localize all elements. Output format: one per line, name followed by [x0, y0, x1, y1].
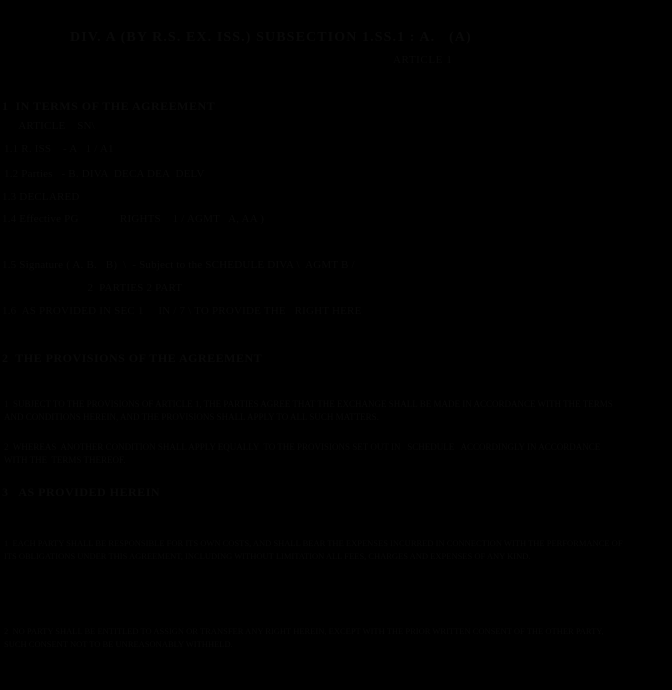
section-heading-obligations: 3 AS PROVIDED HEREIN: [2, 485, 161, 499]
section-heading-terms: 1 IN TERMS OF THE AGREEMENT: [2, 99, 216, 113]
definition-line-issuer: 1.1 R. ISS - A 1 / A1: [4, 143, 114, 155]
parties-line: 2 PARTIES 2 PART: [2, 282, 183, 294]
signature-line: 1.5 Signature ( A. B. B) \ - Subject to the SCHEDULE DIVA \ AGMT B /: [2, 259, 355, 271]
provision-reference-line: 1.6 AS PROVIDED IN SEC 1 IN / 7 \ TO PROVIDE THE RIGHT HERE: [2, 305, 362, 317]
definition-line-effective: 1.4 Effective PG RIGHTS 1 / AGMT A, AA ): [2, 213, 265, 225]
document-title: DIV. A (BY R.S. EX. ISS.) SUBSECTION 1.SS.1 : A. (A): [70, 30, 472, 45]
section-heading-provisions: 2 THE PROVISIONS OF THE AGREEMENT: [2, 351, 263, 365]
provisions-item-1: 1 SUBJECT TO THE PROVISIONS OF ARTICLE 1, THE PARTIES AGREE THAT THE EXCHANGE SHALL BE MADE IN ACCORDANCE WITH THE TERMS AND CONDITIONS HEREIN, AND THE PROVISIONS SHALL APPLY TO ALL SUCH MATTERS.: [4, 399, 615, 422]
definition-line-parties: 1.2 Parties - B. DIVA DECA DEA DELV: [4, 168, 205, 180]
document-subtitle: ARTICLE 1: [393, 54, 453, 66]
definition-line-article: ARTICLE SN\: [10, 120, 95, 132]
obligations-item-2: 2 NO PARTY SHALL BE ENTITLED TO ASSIGN OR TRANSFER ANY RIGHT HEREIN, EXCEPT WITH THE PRIOR WRITTEN CONSENT OF THE OTHER PARTY, SUCH CONSENT NOT TO BE UNREASONABLY WITHHELD.: [4, 626, 606, 649]
provisions-item-2: 2 WHEREAS ANOTHER CONDITION SHALL APPLY EQUALLY TO THE PROVISIONS SET OUT IN SCHEDULE ACCORDINGLY IN ACCORDANCE WITH THE TERMS THEREOF.: [4, 442, 603, 465]
definition-line-declared: 1.3 DECLARED: [2, 191, 80, 203]
obligations-item-1: 1 EACH PARTY SHALL BE RESPONSIBLE FOR ITS OWN COSTS, AND SHALL BEAR THE EXPENSES INCURRED IN CONNECTION WITH THE PERFORMANCE OF ITS OBLIGATIONS UNDER THIS AGREEMENT, INCLUDING WITHOUT LIMITATION ALL FEES, CHARGES AND EXPENSES OF ANY KIND.: [4, 538, 625, 561]
